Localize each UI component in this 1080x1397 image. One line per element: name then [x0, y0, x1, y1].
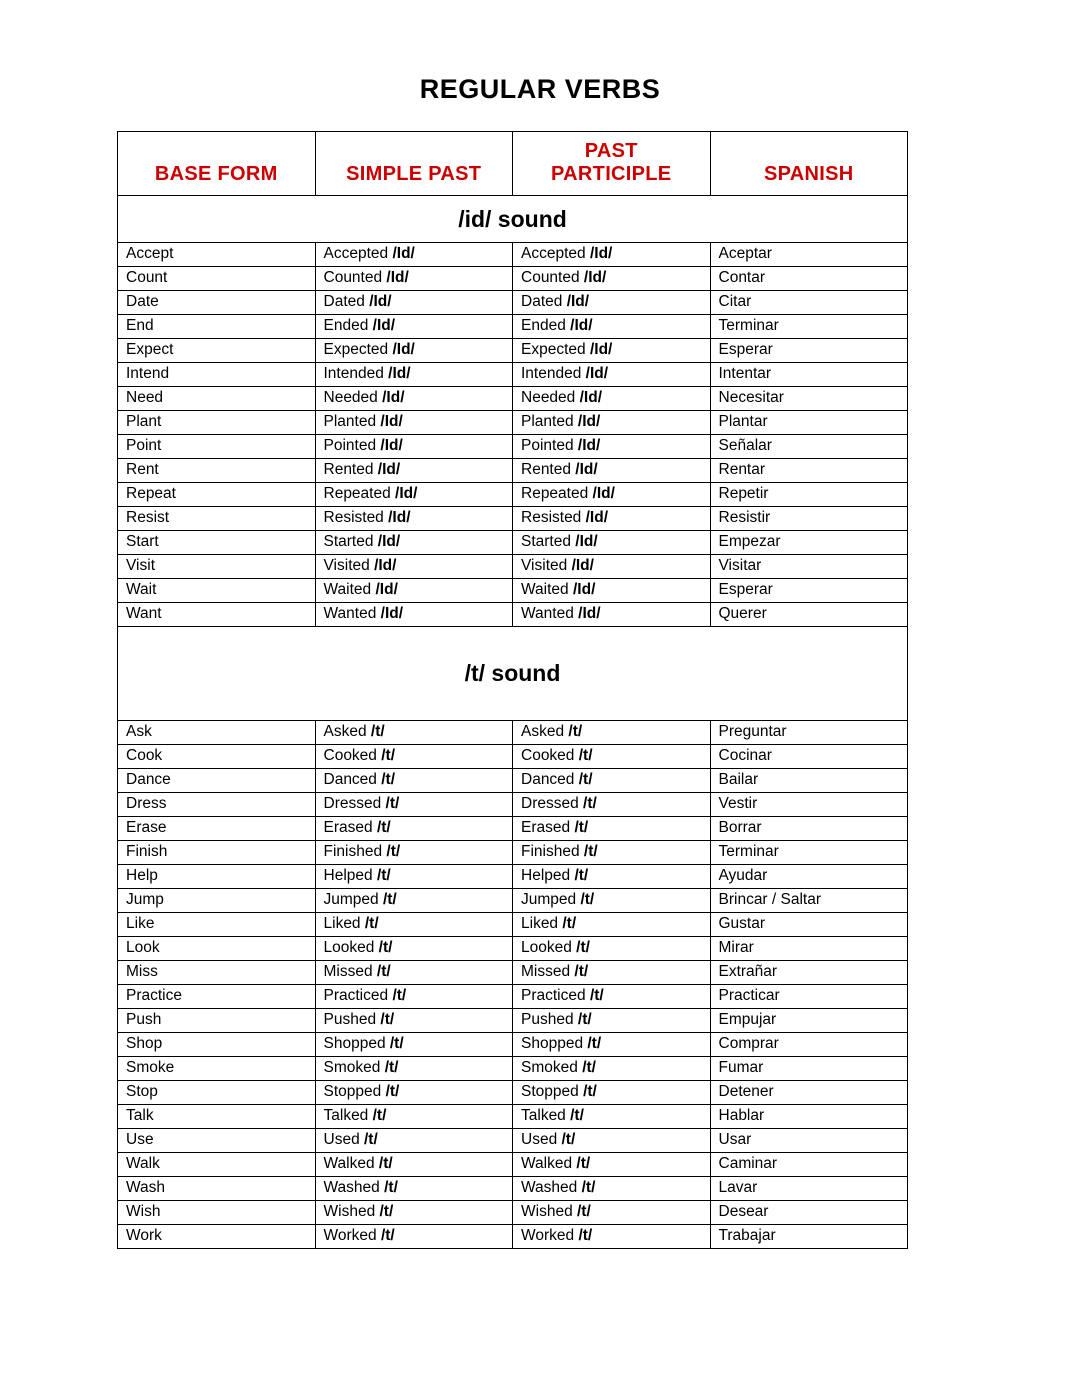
- phonetic-sound: /t/: [580, 891, 595, 908]
- cell-past-participle: Looked /t/: [513, 937, 711, 961]
- phonetic-sound: /t/: [372, 1107, 387, 1124]
- cell-simple-past: Rented /Id/: [315, 459, 513, 483]
- cell-spanish: Intentar: [710, 363, 908, 387]
- verb-row: [118, 507, 908, 531]
- cell-past-participle: Dressed /t/: [513, 793, 711, 817]
- cell-spanish: Brincar / Saltar: [710, 889, 908, 913]
- cell-simple-past: Wanted /Id/: [315, 603, 513, 627]
- cell-simple-past: Walked /t/: [315, 1153, 513, 1177]
- cell-spanish: Ayudar: [710, 865, 908, 889]
- cell-base-form: Wish: [118, 1201, 316, 1225]
- section-label: /t/ sound: [118, 627, 908, 721]
- cell-past-participle: Washed /t/: [513, 1177, 711, 1201]
- cell-simple-past: Used /t/: [315, 1129, 513, 1153]
- cell-simple-past: Pointed /Id/: [315, 435, 513, 459]
- section-label: /id/ sound: [118, 196, 908, 243]
- verb-row: [118, 769, 908, 793]
- cell-simple-past: Planted /Id/: [315, 411, 513, 435]
- cell-simple-past: Asked /t/: [315, 721, 513, 745]
- verb-row: [118, 1057, 908, 1081]
- section-header-row: [118, 196, 908, 243]
- cell-past-participle: Wanted /Id/: [513, 603, 711, 627]
- verb-row: [118, 721, 908, 745]
- cell-simple-past: Stopped /t/: [315, 1081, 513, 1105]
- verb-row: [118, 555, 908, 579]
- phonetic-sound: /Id/: [372, 317, 396, 334]
- verb-row: [118, 1081, 908, 1105]
- verb-row: [118, 1225, 908, 1249]
- cell-spanish: Mirar: [710, 937, 908, 961]
- cell-spanish: Vestir: [710, 793, 908, 817]
- verb-row: [118, 579, 908, 603]
- cell-base-form: Dance: [118, 769, 316, 793]
- phonetic-sound: /t/: [578, 1227, 593, 1244]
- phonetic-sound: /t/: [380, 1011, 395, 1028]
- verb-row: [118, 483, 908, 507]
- phonetic-sound: /Id/: [589, 245, 613, 262]
- phonetic-sound: /t/: [370, 723, 385, 740]
- cell-base-form: Plant: [118, 411, 316, 435]
- cell-simple-past: Started /Id/: [315, 531, 513, 555]
- cell-base-form: Like: [118, 913, 316, 937]
- cell-base-form: Wash: [118, 1177, 316, 1201]
- verb-row: [118, 889, 908, 913]
- phonetic-sound: /Id/: [583, 269, 607, 286]
- cell-past-participle: Stopped /t/: [513, 1081, 711, 1105]
- phonetic-sound: /t/: [376, 819, 391, 836]
- verb-row: [118, 531, 908, 555]
- cell-spanish: Fumar: [710, 1057, 908, 1081]
- cell-simple-past: Resisted /Id/: [315, 507, 513, 531]
- phonetic-sound: /t/: [576, 939, 590, 956]
- cell-past-participle: Danced /t/: [513, 769, 711, 793]
- cell-spanish: Comprar: [710, 1033, 908, 1057]
- phonetic-sound: /t/: [384, 1179, 398, 1196]
- cell-base-form: Finish: [118, 841, 316, 865]
- cell-spanish: Plantar: [710, 411, 908, 435]
- cell-simple-past: Missed /t/: [315, 961, 513, 985]
- column-header: SIMPLE PAST: [315, 132, 513, 196]
- cell-simple-past: Intended /Id/: [315, 363, 513, 387]
- cell-base-form: Cook: [118, 745, 316, 769]
- cell-base-form: Visit: [118, 555, 316, 579]
- phonetic-sound: /t/: [389, 1035, 404, 1052]
- verb-row: [118, 339, 908, 363]
- cell-spanish: Señalar: [710, 435, 908, 459]
- verb-row: [118, 1129, 908, 1153]
- cell-spanish: Aceptar: [710, 243, 908, 267]
- cell-spanish: Trabajar: [710, 1225, 908, 1249]
- phonetic-sound: /t/: [384, 1059, 399, 1076]
- phonetic-sound: /Id/: [380, 605, 404, 622]
- cell-spanish: Esperar: [710, 339, 908, 363]
- cell-spanish: Contar: [710, 267, 908, 291]
- phonetic-sound: /Id/: [585, 509, 609, 526]
- cell-past-participle: Repeated /Id/: [513, 483, 711, 507]
- cell-spanish: Extrañar: [710, 961, 908, 985]
- phonetic-sound: /t/: [568, 723, 583, 740]
- phonetic-sound: /Id/: [377, 533, 401, 550]
- phonetic-sound: /Id/: [575, 461, 598, 478]
- phonetic-sound: /t/: [378, 939, 393, 956]
- cell-base-form: Expect: [118, 339, 316, 363]
- cell-simple-past: Shopped /t/: [315, 1033, 513, 1057]
- verb-row: [118, 1153, 908, 1177]
- cell-past-participle: Missed /t/: [513, 961, 711, 985]
- cell-base-form: Jump: [118, 889, 316, 913]
- phonetic-sound: /Id/: [380, 413, 403, 430]
- cell-simple-past: Visited /Id/: [315, 555, 513, 579]
- cell-base-form: Want: [118, 603, 316, 627]
- cell-simple-past: Needed /Id/: [315, 387, 513, 411]
- cell-spanish: Empezar: [710, 531, 908, 555]
- cell-base-form: Smoke: [118, 1057, 316, 1081]
- cell-base-form: Repeat: [118, 483, 316, 507]
- phonetic-sound: /t/: [379, 1203, 394, 1220]
- column-header: BASE FORM: [118, 132, 316, 196]
- phonetic-sound: /Id/: [578, 605, 601, 622]
- cell-simple-past: Practiced /t/: [315, 985, 513, 1009]
- phonetic-sound: /Id/: [392, 245, 415, 262]
- cell-simple-past: Worked /t/: [315, 1225, 513, 1249]
- verb-row: [118, 817, 908, 841]
- cell-past-participle: Ended /Id/: [513, 315, 711, 339]
- verb-row: [118, 913, 908, 937]
- cell-spanish: Lavar: [710, 1177, 908, 1201]
- cell-simple-past: Helped /t/: [315, 865, 513, 889]
- phonetic-sound: /t/: [561, 1131, 576, 1148]
- cell-base-form: Dress: [118, 793, 316, 817]
- cell-spanish: Terminar: [710, 841, 908, 865]
- cell-base-form: Point: [118, 435, 316, 459]
- phonetic-sound: /Id/: [577, 437, 601, 454]
- phonetic-sound: /t/: [581, 1179, 596, 1196]
- cell-base-form: Talk: [118, 1105, 316, 1129]
- phonetic-sound: /Id/: [579, 389, 602, 406]
- cell-simple-past: Smoked /t/: [315, 1057, 513, 1081]
- phonetic-sound: /Id/: [566, 293, 590, 310]
- phonetic-sound: /Id/: [377, 461, 401, 478]
- verb-row: [118, 1177, 908, 1201]
- phonetic-sound: /t/: [386, 843, 401, 860]
- verb-row: [118, 411, 908, 435]
- verb-row: [118, 291, 908, 315]
- cell-past-participle: Jumped /t/: [513, 889, 711, 913]
- cell-spanish: Usar: [710, 1129, 908, 1153]
- cell-spanish: Hablar: [710, 1105, 908, 1129]
- table-header-row: [118, 132, 908, 196]
- cell-spanish: Visitar: [710, 555, 908, 579]
- cell-past-participle: Accepted /Id/: [513, 243, 711, 267]
- cell-base-form: End: [118, 315, 316, 339]
- phonetic-sound: /t/: [392, 987, 407, 1004]
- phonetic-sound: /t/: [577, 1203, 591, 1220]
- cell-past-participle: Planted /Id/: [513, 411, 711, 435]
- phonetic-sound: /Id/: [589, 341, 613, 358]
- phonetic-sound: /Id/: [375, 581, 398, 598]
- phonetic-sound: /Id/: [388, 509, 411, 526]
- cell-spanish: Cocinar: [710, 745, 908, 769]
- cell-simple-past: Repeated /Id/: [315, 483, 513, 507]
- cell-simple-past: Dressed /t/: [315, 793, 513, 817]
- cell-simple-past: Dated /Id/: [315, 291, 513, 315]
- cell-base-form: Push: [118, 1009, 316, 1033]
- cell-base-form: Intend: [118, 363, 316, 387]
- cell-spanish: Gustar: [710, 913, 908, 937]
- phonetic-sound: /t/: [587, 1035, 602, 1052]
- cell-past-participle: Counted /Id/: [513, 267, 711, 291]
- cell-past-participle: Visited /Id/: [513, 555, 711, 579]
- cell-past-participle: Needed /Id/: [513, 387, 711, 411]
- cell-simple-past: Looked /t/: [315, 937, 513, 961]
- verbs-table: [117, 131, 908, 1249]
- verb-row: [118, 985, 908, 1009]
- cell-past-participle: Waited /Id/: [513, 579, 711, 603]
- verb-row: [118, 387, 908, 411]
- cell-past-participle: Pointed /Id/: [513, 435, 711, 459]
- phonetic-sound: /Id/: [395, 485, 418, 502]
- cell-spanish: Terminar: [710, 315, 908, 339]
- cell-simple-past: Washed /t/: [315, 1177, 513, 1201]
- cell-simple-past: Talked /t/: [315, 1105, 513, 1129]
- cell-base-form: Stop: [118, 1081, 316, 1105]
- cell-base-form: Work: [118, 1225, 316, 1249]
- cell-base-form: Miss: [118, 961, 316, 985]
- cell-simple-past: Pushed /t/: [315, 1009, 513, 1033]
- cell-base-form: Ask: [118, 721, 316, 745]
- cell-past-participle: Liked /t/: [513, 913, 711, 937]
- phonetic-sound: /t/: [574, 963, 589, 980]
- verb-row: [118, 1009, 908, 1033]
- cell-base-form: Wait: [118, 579, 316, 603]
- phonetic-sound: /t/: [578, 771, 593, 788]
- phonetic-sound: /t/: [582, 1059, 596, 1076]
- cell-spanish: Desear: [710, 1201, 908, 1225]
- cell-spanish: Detener: [710, 1081, 908, 1105]
- cell-past-participle: Wished /t/: [513, 1201, 711, 1225]
- verb-row: [118, 1105, 908, 1129]
- cell-past-participle: Smoked /t/: [513, 1057, 711, 1081]
- phonetic-sound: /t/: [381, 771, 396, 788]
- cell-spanish: Bailar: [710, 769, 908, 793]
- cell-base-form: Erase: [118, 817, 316, 841]
- cell-past-participle: Practiced /t/: [513, 985, 711, 1009]
- phonetic-sound: /Id/: [592, 485, 615, 502]
- cell-spanish: Repetir: [710, 483, 908, 507]
- verb-row: [118, 435, 908, 459]
- cell-simple-past: Counted /Id/: [315, 267, 513, 291]
- phonetic-sound: /t/: [378, 1155, 393, 1172]
- verb-row: [118, 459, 908, 483]
- cell-base-form: Date: [118, 291, 316, 315]
- phonetic-sound: /t/: [570, 1107, 584, 1124]
- verb-row: [118, 315, 908, 339]
- phonetic-sound: /t/: [364, 1131, 378, 1148]
- phonetic-sound: /Id/: [572, 581, 596, 598]
- cell-base-form: Shop: [118, 1033, 316, 1057]
- cell-simple-past: Liked /t/: [315, 913, 513, 937]
- cell-past-participle: Started /Id/: [513, 531, 711, 555]
- phonetic-sound: /Id/: [386, 269, 409, 286]
- cell-base-form: Resist: [118, 507, 316, 531]
- phonetic-sound: /t/: [583, 795, 597, 812]
- cell-past-participle: Worked /t/: [513, 1225, 711, 1249]
- phonetic-sound: /t/: [562, 915, 577, 932]
- phonetic-sound: /t/: [578, 747, 593, 764]
- phonetic-sound: /t/: [385, 1083, 400, 1100]
- cell-past-participle: Expected /Id/: [513, 339, 711, 363]
- cell-past-participle: Asked /t/: [513, 721, 711, 745]
- cell-past-participle: Pushed /t/: [513, 1009, 711, 1033]
- phonetic-sound: /t/: [574, 867, 589, 884]
- cell-past-participle: Finished /t/: [513, 841, 711, 865]
- cell-spanish: Borrar: [710, 817, 908, 841]
- cell-simple-past: Finished /t/: [315, 841, 513, 865]
- phonetic-sound: /t/: [589, 987, 604, 1004]
- cell-spanish: Esperar: [710, 579, 908, 603]
- cell-past-participle: Walked /t/: [513, 1153, 711, 1177]
- cell-past-participle: Talked /t/: [513, 1105, 711, 1129]
- verb-row: [118, 841, 908, 865]
- cell-simple-past: Wished /t/: [315, 1201, 513, 1225]
- phonetic-sound: /Id/: [382, 389, 405, 406]
- cell-base-form: Rent: [118, 459, 316, 483]
- phonetic-sound: /t/: [376, 867, 391, 884]
- column-header: PAST PARTICIPLE: [513, 132, 711, 196]
- cell-simple-past: Accepted /Id/: [315, 243, 513, 267]
- cell-spanish: Practicar: [710, 985, 908, 1009]
- cell-base-form: Help: [118, 865, 316, 889]
- cell-simple-past: Erased /t/: [315, 817, 513, 841]
- cell-simple-past: Waited /Id/: [315, 579, 513, 603]
- verb-row: [118, 243, 908, 267]
- phonetic-sound: /Id/: [369, 293, 392, 310]
- cell-simple-past: Ended /Id/: [315, 315, 513, 339]
- cell-past-participle: Resisted /Id/: [513, 507, 711, 531]
- cell-past-participle: Dated /Id/: [513, 291, 711, 315]
- page-title: REGULAR VERBS: [419, 74, 661, 104]
- phonetic-sound: /t/: [364, 915, 379, 932]
- phonetic-sound: /Id/: [380, 437, 403, 454]
- phonetic-sound: /Id/: [571, 557, 594, 574]
- phonetic-sound: /t/: [380, 1227, 395, 1244]
- cell-spanish: Caminar: [710, 1153, 908, 1177]
- phonetic-sound: /t/: [376, 963, 391, 980]
- cell-past-participle: Used /t/: [513, 1129, 711, 1153]
- verb-row: [118, 603, 908, 627]
- verb-row: [118, 363, 908, 387]
- cell-spanish: Resistir: [710, 507, 908, 531]
- cell-simple-past: Cooked /t/: [315, 745, 513, 769]
- phonetic-sound: /Id/: [388, 365, 411, 382]
- phonetic-sound: /t/: [574, 819, 589, 836]
- phonetic-sound: /t/: [576, 1155, 591, 1172]
- cell-base-form: Start: [118, 531, 316, 555]
- cell-spanish: Necesitar: [710, 387, 908, 411]
- phonetic-sound: /t/: [381, 747, 396, 764]
- cell-base-form: Look: [118, 937, 316, 961]
- phonetic-sound: /t/: [385, 795, 400, 812]
- verb-row: [118, 745, 908, 769]
- cell-spanish: Empujar: [710, 1009, 908, 1033]
- cell-past-participle: Shopped /t/: [513, 1033, 711, 1057]
- cell-past-participle: Rented /Id/: [513, 459, 711, 483]
- phonetic-sound: /Id/: [575, 533, 598, 550]
- cell-base-form: Practice: [118, 985, 316, 1009]
- phonetic-sound: /Id/: [570, 317, 593, 334]
- table-body: [118, 196, 908, 1249]
- phonetic-sound: /t/: [583, 843, 598, 860]
- phonetic-sound: /Id/: [577, 413, 601, 430]
- cell-base-form: Walk: [118, 1153, 316, 1177]
- phonetic-sound: /Id/: [392, 341, 415, 358]
- phonetic-sound: /t/: [382, 891, 397, 908]
- cell-simple-past: Danced /t/: [315, 769, 513, 793]
- cell-past-participle: Intended /Id/: [513, 363, 711, 387]
- cell-spanish: Rentar: [710, 459, 908, 483]
- verb-row: [118, 1201, 908, 1225]
- verb-row: [118, 961, 908, 985]
- verb-row: [118, 793, 908, 817]
- column-header: SPANISH: [710, 132, 908, 196]
- section-header-row: [118, 627, 908, 721]
- cell-simple-past: Expected /Id/: [315, 339, 513, 363]
- cell-past-participle: Cooked /t/: [513, 745, 711, 769]
- verb-row: [118, 865, 908, 889]
- cell-spanish: Preguntar: [710, 721, 908, 745]
- cell-spanish: Citar: [710, 291, 908, 315]
- cell-base-form: Accept: [118, 243, 316, 267]
- verb-row: [118, 1033, 908, 1057]
- phonetic-sound: /t/: [577, 1011, 592, 1028]
- cell-past-participle: Helped /t/: [513, 865, 711, 889]
- verb-row: [118, 267, 908, 291]
- verb-row: [118, 937, 908, 961]
- cell-base-form: Count: [118, 267, 316, 291]
- cell-base-form: Use: [118, 1129, 316, 1153]
- cell-base-form: Need: [118, 387, 316, 411]
- cell-past-participle: Erased /t/: [513, 817, 711, 841]
- phonetic-sound: /Id/: [374, 557, 397, 574]
- phonetic-sound: /t/: [583, 1083, 597, 1100]
- cell-simple-past: Jumped /t/: [315, 889, 513, 913]
- phonetic-sound: /Id/: [585, 365, 609, 382]
- cell-spanish: Querer: [710, 603, 908, 627]
